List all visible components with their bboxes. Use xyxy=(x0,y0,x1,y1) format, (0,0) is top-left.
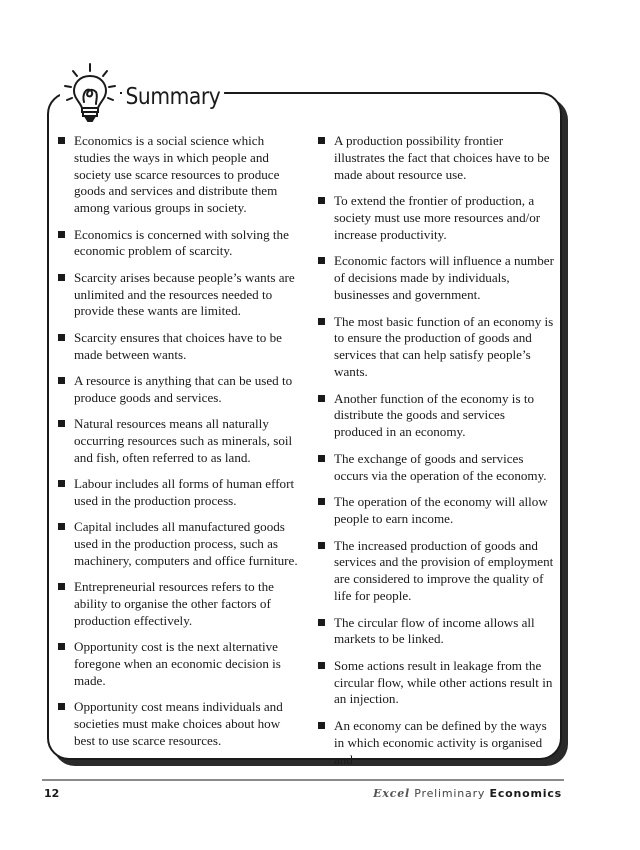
list-item: To extend the frontier of production, a society must use more resources and/or increase productivity. xyxy=(318,193,556,243)
list-item: Entrepreneurial resources refers to the ability to organise the other factors of production effectively. xyxy=(58,579,298,629)
page-number: 12 xyxy=(44,787,60,800)
square-bullet-icon xyxy=(318,318,325,325)
list-item: The most basic function of an economy is to ensure the production of goods and services that can help satisfy people’s wants. xyxy=(318,314,556,381)
list-item: The exchange of goods and services occurs via the operation of the economy. xyxy=(318,451,556,485)
footer-series: Preliminary xyxy=(414,787,486,800)
list-item: Another function of the economy is to distribute the goods and services produced in an economy. xyxy=(318,391,556,441)
list-item: The increased production of goods and services and the provision of employment are considered to improve the quality of life for people. xyxy=(318,538,556,605)
square-bullet-icon xyxy=(318,619,325,626)
running-footer xyxy=(373,787,562,800)
square-bullet-icon xyxy=(58,703,65,710)
list-item: Opportunity cost is the next alternative foregone when an economic decision is made. xyxy=(58,639,298,689)
list-item: Economics is a social science which studies the ways in which people and society use scarce resources to produce goods and services and distribute them among various groups in society. xyxy=(58,133,298,217)
list-item: Scarcity ensures that choices have to be made between wants. xyxy=(58,330,298,364)
square-bullet-icon xyxy=(318,137,325,144)
square-bullet-icon xyxy=(58,480,65,487)
square-bullet-icon xyxy=(318,197,325,204)
square-bullet-icon xyxy=(58,377,65,384)
square-bullet-icon xyxy=(318,722,325,729)
square-bullet-icon xyxy=(318,455,325,462)
square-bullet-icon xyxy=(318,542,325,549)
right-column xyxy=(318,133,556,778)
footer-divider xyxy=(42,779,564,781)
square-bullet-icon xyxy=(318,395,325,402)
list-item: Opportunity cost means individuals and societies must make choices about how best to use scarce resources. xyxy=(58,699,298,749)
square-bullet-icon xyxy=(58,583,65,590)
square-bullet-icon xyxy=(58,137,65,144)
list-item: The circular flow of income allows all markets to be linked. xyxy=(318,615,556,649)
square-bullet-icon xyxy=(318,662,325,669)
list-item: Labour includes all forms of human effort used in the production process. xyxy=(58,476,298,510)
list-item: An economy can be defined by the ways in which economic activity is organised and xyxy=(318,718,556,768)
list-item: Natural resources means all naturally occurring resources such as minerals, soil and fish, often referred to as land. xyxy=(58,416,298,466)
list-item: The operation of the economy will allow people to earn income. xyxy=(318,494,556,528)
square-bullet-icon xyxy=(58,274,65,281)
footer-brand: Excel xyxy=(373,787,410,800)
list-item: Economics is concerned with solving the economic problem of scarcity. xyxy=(58,227,298,261)
square-bullet-icon xyxy=(58,231,65,238)
list-item: Capital includes all manufactured goods used in the production process, such as machinery, computers and office furniture. xyxy=(58,519,298,569)
square-bullet-icon xyxy=(318,257,325,264)
square-bullet-icon xyxy=(58,334,65,341)
list-item: A production possibility frontier illustrates the fact that choices have to be made about resource use. xyxy=(318,133,556,183)
footer-subject: Economics xyxy=(489,787,562,800)
square-bullet-icon xyxy=(58,643,65,650)
list-item: Some actions result in leakage from the circular flow, while other actions result in an injection. xyxy=(318,658,556,708)
square-bullet-icon xyxy=(58,420,65,427)
list-item: A resource is anything that can be used to produce goods and services. xyxy=(58,373,298,407)
left-column xyxy=(58,133,298,759)
lightbulb-icon xyxy=(60,62,120,126)
list-item: Scarcity arises because people’s wants are unlimited and the resources needed to provide these wants are limited. xyxy=(58,270,298,320)
list-item: Economic factors will influence a number of decisions made by individuals, businesses and government. xyxy=(318,253,556,303)
square-bullet-icon xyxy=(318,498,325,505)
square-bullet-icon xyxy=(58,523,65,530)
page-title: Summary xyxy=(122,84,224,110)
